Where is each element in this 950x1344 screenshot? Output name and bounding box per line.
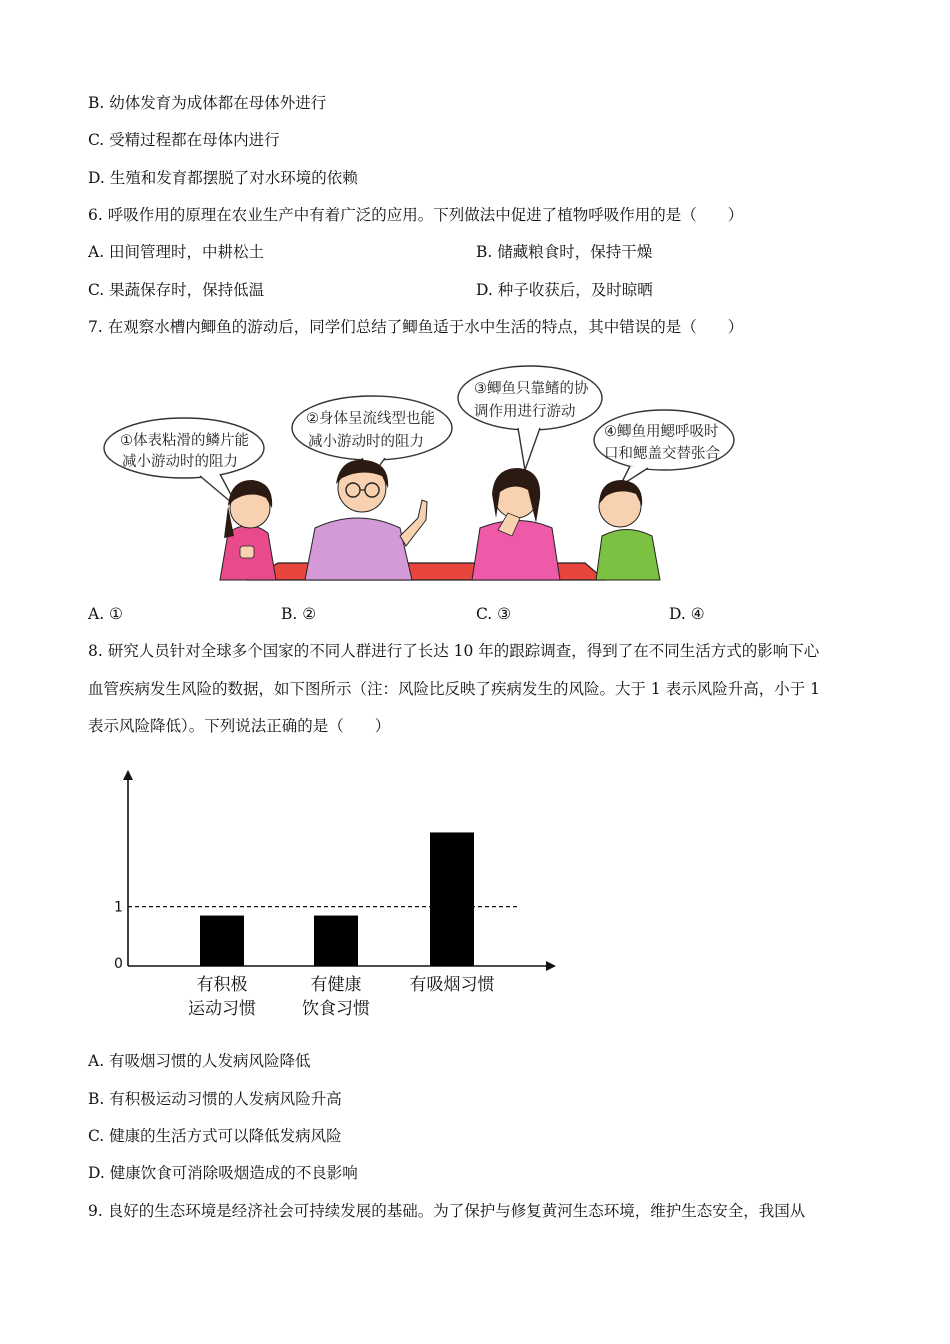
speech-bubble-3 (458, 366, 602, 470)
q6-option-a: A. 田间管理时，中耕松土 (88, 243, 265, 261)
bubble-4-line2: 口和鳃盖交替张合 (604, 446, 720, 462)
bubble-2-line1: ②身体呈流线型也能 (306, 411, 435, 427)
q8-stem-line-1: 8. 研究人员针对全球多个国家的不同人群进行了长达 10 年的跟踪调查，得到了在不同生活方式的影响下心 (88, 642, 820, 660)
bubble-2-line2: 减小游动时的阻力 (308, 434, 424, 450)
q8-option-d: D. 健康饮食可消除吸烟造成的不良影响 (88, 1164, 358, 1182)
x-label-1-line-2: 运动习惯 (188, 999, 256, 1019)
q7-option-d: D. ④ (669, 605, 705, 623)
y-tick-1: 1 (114, 899, 123, 916)
q7-option-a: A. ① (88, 605, 123, 623)
risk-ratio-bar-chart (100, 762, 570, 1024)
x-label-2-line-1: 有健康 (310, 975, 362, 995)
speech-bubble-4 (594, 410, 734, 486)
bubble-1-line1: ①体表粘滑的鳞片能 (120, 433, 249, 449)
x-label-1-line-1: 有积极 (196, 975, 248, 995)
q6-option-c: C. 果蔬保存时，保持低温 (88, 281, 265, 299)
x-axis-arrow (546, 961, 556, 971)
bubble-3-line1: ③鲫鱼只靠鳍的协 (474, 381, 589, 397)
q7-option-b: B. ② (281, 605, 317, 623)
q8-option-a: A. 有吸烟习惯的人发病风险降低 (88, 1052, 311, 1070)
y-tick-0: 0 (114, 956, 123, 972)
bubble-4-line1: ④鲫鱼用鳃呼吸时 (604, 424, 719, 440)
bar-3 (430, 832, 474, 966)
bubble-3-line2: 调作用进行游动 (474, 404, 576, 420)
q5-option-c: C. 受精过程都在母体内进行 (88, 131, 280, 149)
student-boy-glasses (305, 460, 427, 580)
q5-option-d: D. 生殖和发育都摆脱了对水环境的依赖 (88, 169, 358, 187)
q6-stem: 6. 呼吸作用的原理在农业生产中有着广泛的应用。下列做法中促进了植物呼吸作用的是（ ） (88, 206, 744, 224)
y-axis-arrow (123, 770, 133, 780)
x-label-3-line-1: 有吸烟习惯 (409, 975, 495, 995)
bubble-1-line2: 减小游动时的阻力 (122, 454, 238, 470)
students-discussion-illustration (100, 358, 740, 583)
q8-option-b: B. 有积极运动习惯的人发病风险升高 (88, 1090, 342, 1108)
q5-option-b: B. 幼体发育为成体都在母体外进行 (88, 94, 327, 112)
x-label-2-line-2: 饮食习惯 (302, 999, 370, 1019)
q7-stem: 7. 在观察水槽内鲫鱼的游动后，同学们总结了鲫鱼适于水中生活的特点，其中错误的是（ ） (88, 318, 744, 336)
q8-stem-line-2: 血管疾病发生风险的数据，如下图所示（注：风险比反映了疾病发生的风险。大于 1 表示风险升高，小于 1 (88, 680, 821, 698)
q6-option-b: B. 储藏粮食时，保持干燥 (476, 243, 653, 261)
q6-option-d: D. 种子收获后，及时晾晒 (476, 281, 653, 299)
bar-2 (314, 916, 358, 966)
q9-stem: 9. 良好的生态环境是经济社会可持续发展的基础。为了保护与修复黄河生态环境，维护生态安全，我国从 (88, 1202, 806, 1220)
bar-1 (200, 916, 244, 966)
q8-stem-line-3: 表示风险降低）。下列说法正确的是（ ） (88, 717, 391, 735)
q8-option-c: C. 健康的生活方式可以降低发病风险 (88, 1127, 342, 1145)
q7-option-c: C. ③ (476, 605, 512, 623)
student-boy-green (596, 480, 660, 580)
x-labels-group (188, 975, 495, 1019)
student-girl-pink (472, 468, 560, 580)
bars-group (200, 832, 474, 966)
